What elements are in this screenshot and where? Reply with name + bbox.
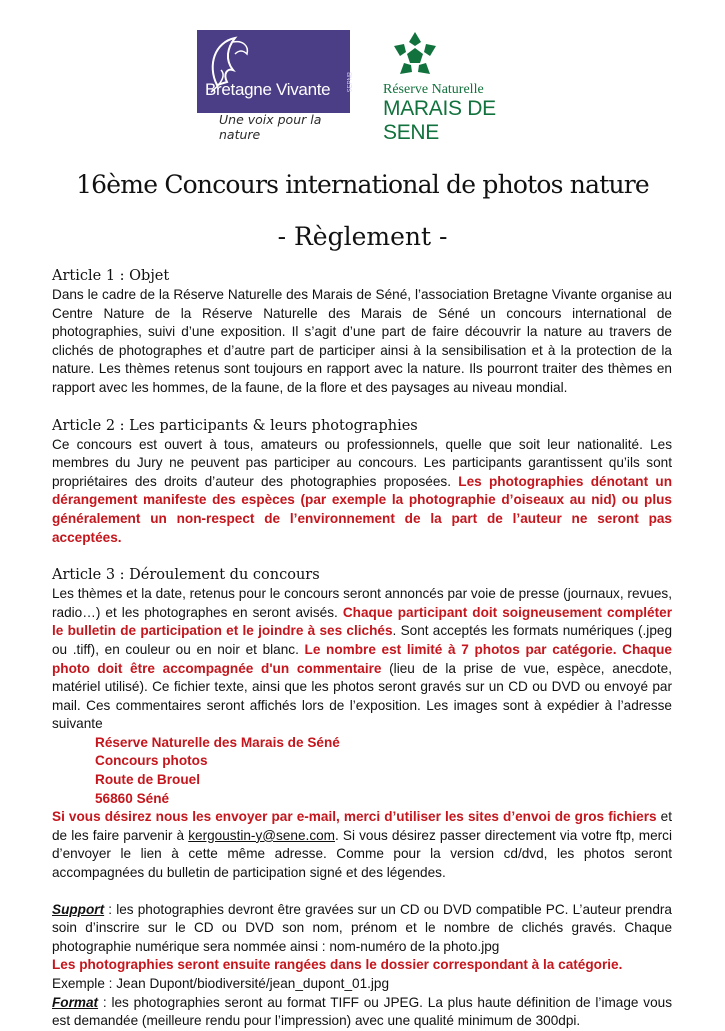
bretagne-vivante-logo [197,30,353,158]
bretagne-vivante-tagline: Une voix pour la nature [219,112,322,142]
document-title: 16ème Concours international de photos nature [76,170,649,199]
article3-text-c: (lieu de la prise de vue, espèce, anecdote, matériel utilisé). Ce fichier texte, ainsi que les photos seront gravés sur un CD ou DVD ou envoyé par mail. Ces commentaires seront affichés lors de l’exposition. Les images sont à expédier à l’adresse suivante [52,660,672,732]
bretagne-vivante-name: Bretagne Vivante [205,80,331,99]
article3-paragraph1 [52,585,672,734]
article3-text-a: Les thèmes et la date, retenus pour le concours seront annoncés par voie de presse (journaux, revues, radio…) et les photographes en seront avisés. [52,586,672,620]
dolphin-icon [197,30,350,113]
document-subtitle: - Règlement - [277,222,448,251]
article3-text-b: . Sont acceptés les formats numériques (.jpeg ou .tiff), en couleur ou en noir et blanc. [52,623,673,657]
support-label: Support [52,901,105,917]
address-line: 56860 Séné [95,790,170,806]
article3-red-bulletin: Chaque participant doit soigneusement compléter le bulletin de participation et le joindre à ses clichés [52,604,672,639]
address-line: Concours photos [95,753,208,769]
email-instructions: Si vous désirez nous les envoyer par e-mail, merci d’utiliser les sites d’envoi de gros fichiers [52,809,657,825]
email-link[interactable]: kergoustin-y@sene.com [188,827,335,843]
address-line: Route de Brouel [95,772,200,788]
postal-address [52,734,672,808]
support-paragraph [52,901,672,957]
article1-heading: Article 1 : Objet [52,268,170,284]
format-text: : les photographies seront au format TIFF ou JPEG. La plus haute définition de l’image vous est demandée (meilleure rendu pour l’impression) avec une qualité minimum de 300dpi. [52,994,672,1029]
support-text: : les photographies devront être gravées sur un CD ou DVD compatible PC. L’auteur prendra soin d’inscrire sur le CD ou DVD son nom, prénom et le nombre de clichés gravés. Chaque photographie numérique sera nommée ainsi : nom-numéro de la photo.jpg [52,901,672,954]
article3-red-limit: Le nombre est limité à 7 photos par catégorie. Chaque photo doit être accompagnée d'un commentaire [52,641,672,676]
support-warning [52,956,672,975]
format-label: Format [52,994,99,1010]
article2-text: Ce concours est ouvert à tous, amateurs ou professionnels, quelle que soit leur nationalité. Les membres du Jury ne peuvent pas participer au concours. Les participants garantissent qu’ils sont propriétaires des droits d’auteur des photographies proposées. [52,436,672,489]
star-flower-icon [390,30,440,80]
bretagne-vivante-logo-box [197,30,353,113]
support-red: Les photographies seront ensuite rangées dans le dossier correspondant à la catégorie. [52,957,623,973]
reserve-name-line2: MARAIS DE SENE [383,97,496,144]
article3-paragraph2 [52,808,672,882]
address-line: Réserve Naturelle des Marais de Séné [95,734,340,750]
article3-text-e: . Si vous désirez passer directement via votre ftp, merci d’envoyer le lien à cette même adresse. Comme pour la version cd/dvd, les photos seront accompagnées du bulletin de participation signé et des légendes. [52,827,673,881]
article2-paragraph [52,436,672,548]
example-line: Exemple : Jean Dupont/biodiversité/jean_dupont_01.jpg [52,976,390,991]
article3-heading: Article 3 : Déroulement du concours [52,567,320,584]
reserve-name-line1: Réserve Naturelle [383,82,484,97]
reserve-naturelle-logo [380,30,550,144]
article2-heading: Article 2 : Les participants & leurs photographies [52,417,418,434]
bretagne-vivante-side-text: SEPNB [347,72,353,93]
article2-warning: Les photographies dénotant un dérangement manifeste des espèces (par exemple la photographie d’oiseaux au nid) ou plus généralement un non-respect de l’environnement de la part de l’auteur ne seront pas acceptées. [52,473,672,545]
format-paragraph [52,994,672,1031]
article1-text: Dans le cadre de la Réserve Naturelle des Marais de Séné, l’association Bretagne Vivante organise au Centre Nature de la Réserve Naturelle des Marais de Séné un concours international de photographies, suivi d’une exposition. Il s’agit d’une part de faire découvrir la nature au travers de clichés de photographes et d’autre part de participer ainsi à la sensibilisation et à la protection de la nature. Les thèmes retenus sont toujours en rapport avec la nature. Ils pourront traiter des thèmes en rapport avec les hommes, de la faune, de la flore et des paysages au niveau mondial. [52,287,672,395]
article3-text-d: et de les faire parvenir à [52,809,672,843]
document-body [52,266,672,1031]
